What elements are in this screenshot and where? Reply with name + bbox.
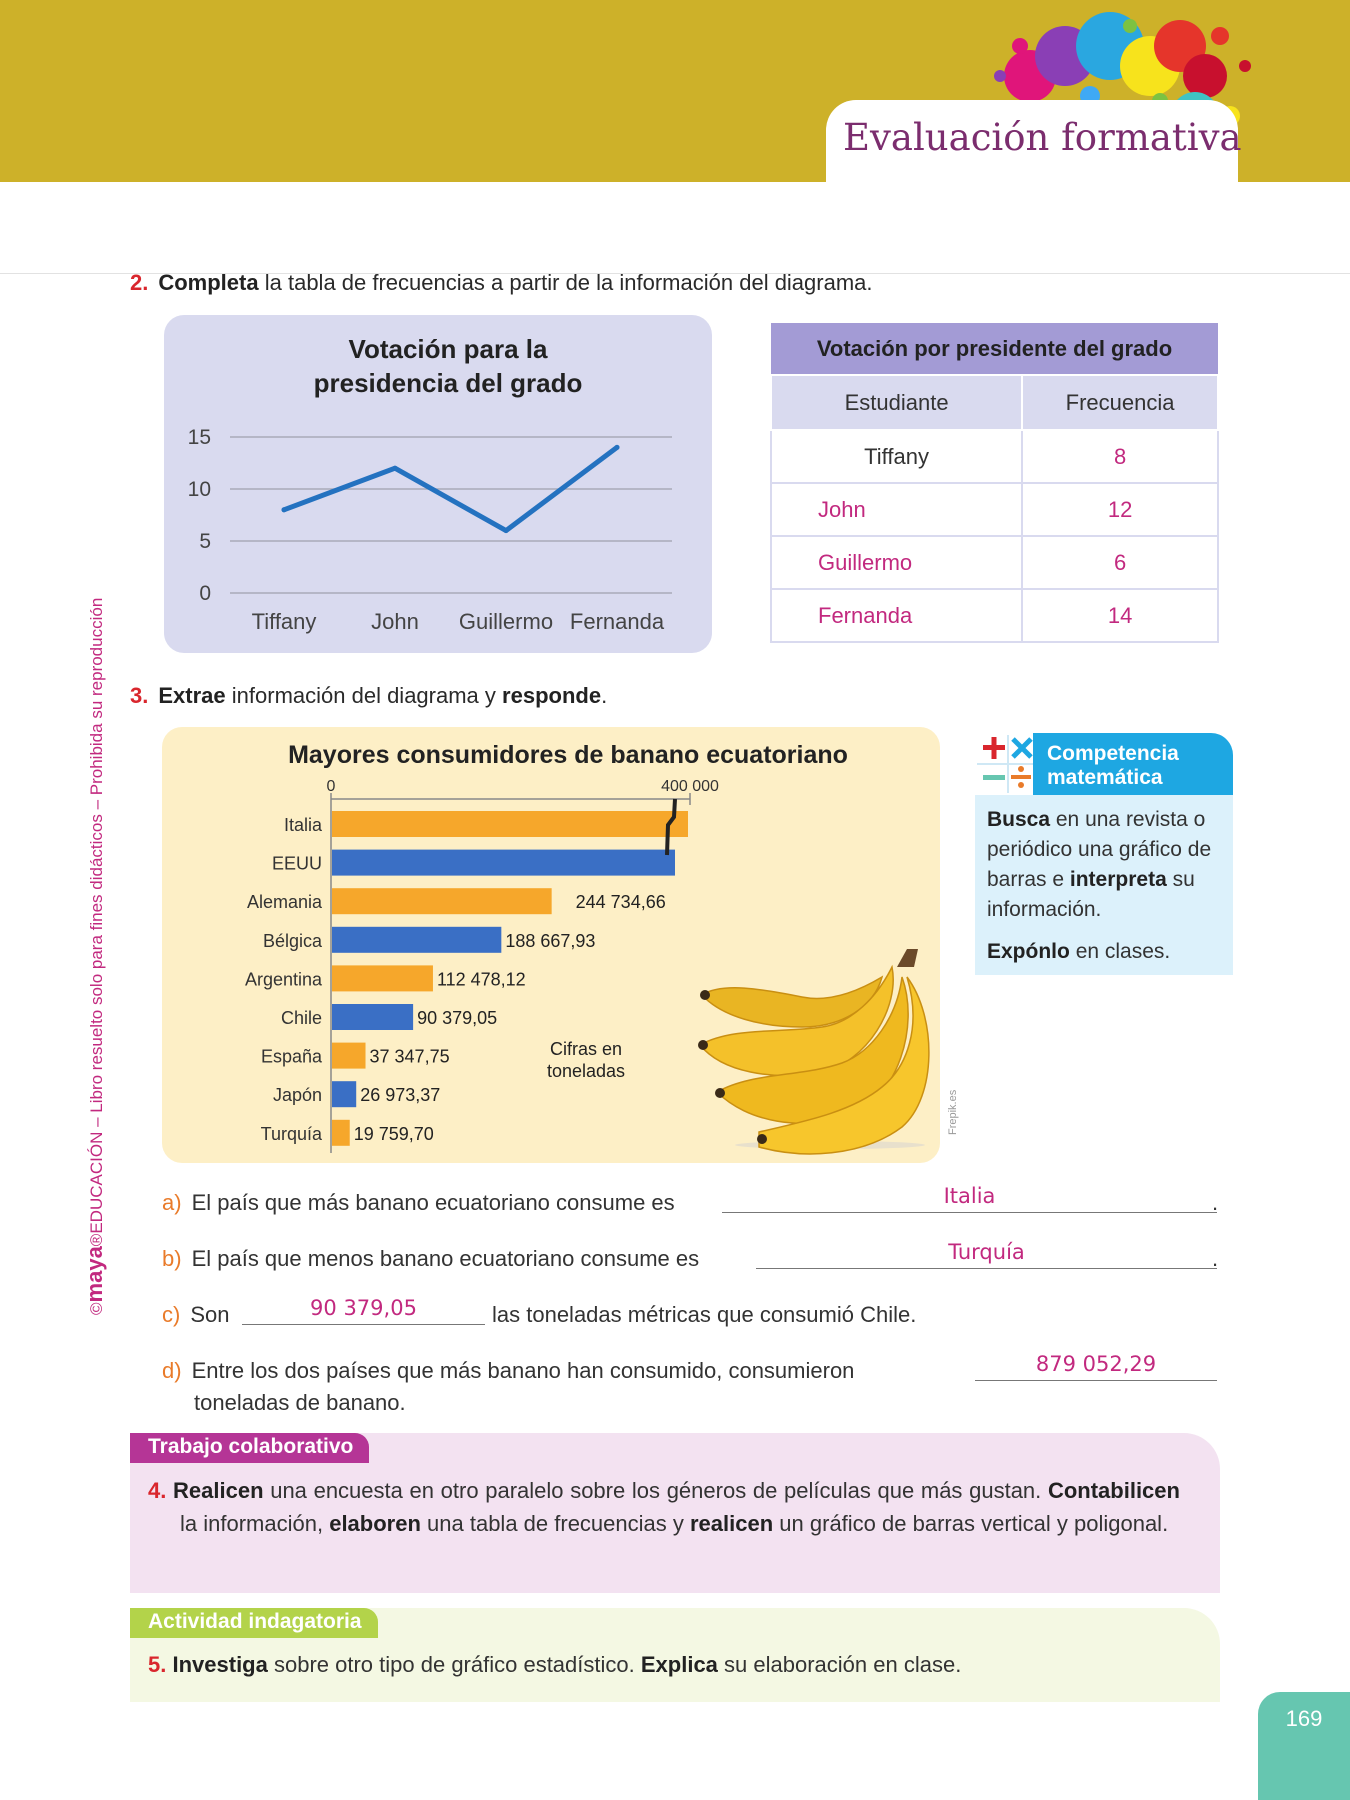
answer-a-period: . [1212,1190,1219,1215]
page-title: Evaluación formativa [843,116,1242,159]
question-text: una tabla de frecuencias y [427,1511,684,1536]
competencia-text: en clases. [1075,940,1171,963]
data-point [282,507,287,512]
data-point [615,445,620,450]
actividad-indagatoria-tag: Actividad indagatoria [130,1608,378,1638]
table-row [771,430,1218,483]
answer-b [162,1246,699,1272]
student-answer-cell[interactable]: Guillermo [771,536,1022,589]
value-label: 188 667,93 [505,930,596,951]
x-tick-label: John [371,609,419,634]
bar [332,1043,366,1069]
brand-logo: maya [82,1246,107,1303]
question-text: un gráfico de barras vertical y poligonal. [779,1511,1169,1536]
category-label: España [260,1046,322,1067]
bar [332,888,552,914]
page-number: 169 [1258,1692,1350,1800]
bar-chart-card [162,727,959,1163]
competencia-title [1033,733,1233,795]
y-tick-label: 5 [199,530,211,553]
question-text: la tabla de frecuencias a partir de la información del diagrama. [264,270,873,295]
value-label: 26 973,37 [360,1085,441,1106]
competencia-verb: Expónlo [987,940,1070,963]
answer-letter: a) [162,1190,182,1215]
bar [332,965,433,991]
question-verb: Contabilicen [1047,1478,1180,1503]
question-verb: realicen [690,1511,774,1536]
question-number: 4. [148,1478,167,1503]
question-verb: Investiga [172,1652,268,1677]
competencia-text: su información. [987,868,1195,921]
answer-c [162,1302,229,1328]
data-point [393,466,398,471]
question-5 [148,1648,1188,1681]
x-axis-label: 400 000 [661,778,719,795]
copyright-sidebar [82,598,108,1315]
frequency-answer-cell[interactable]: 8 [1022,430,1218,483]
competencia-paragraph [987,805,1221,925]
x-axis-label: 0 [326,778,336,795]
bar [332,850,675,876]
table-caption: Votación por presidente del grado [771,323,1218,375]
chart-note: Cifras en [549,1039,623,1059]
table-row [771,483,1218,536]
copyright-legend: EDUCACIÓN – Libro resuelto solo para fines didácticos – Prohibida su reproducción [87,597,106,1234]
answer-b-period: . [1212,1246,1219,1271]
bar [332,811,688,837]
value-label: 112 478,12 [436,969,526,990]
banana-tip [715,1088,725,1098]
bar [332,1004,413,1030]
frequency-answer-cell[interactable]: 6 [1022,536,1218,589]
question-verb: Completa [158,270,259,295]
x-tick-label: Guillermo [458,609,554,634]
image-credit: Frepik.es [947,1089,959,1135]
answer-prompt: El país que menos banano ecuatoriano consume es [191,1246,700,1271]
answer-d [162,1358,854,1384]
competencia-title-line2: matemática [1047,766,1163,789]
banana-tip [700,990,710,1000]
table-row [771,536,1218,589]
competencia-box [975,733,1233,975]
value-label: 19 759,70 [353,1123,434,1144]
answer-prompt: Entre los dos países que más banano han consumido, consumieron [191,1358,855,1383]
copyright-symbol: © [87,1302,106,1315]
y-tick-label: 0 [199,582,211,605]
question-verb: Realicen [173,1478,264,1503]
value-label: 244 734,66 [575,892,666,913]
student-answer-cell[interactable]: John [771,483,1022,536]
chart-note: toneladas [546,1061,626,1081]
bar [332,927,501,953]
chart-title: presidencia del grado [313,368,583,398]
answer-a-blank[interactable]: Italia [722,1185,1217,1213]
question-number: 5. [148,1652,167,1677]
answer-c-blank[interactable]: 90 379,05 [242,1297,485,1325]
category-label: EEUU [271,853,322,874]
category-label: Italia [283,815,322,835]
chart-title: Mayores consumidores de banano ecuatoriano [288,741,848,769]
answer-d-line2: toneladas de banano. [194,1390,406,1415]
question-text: su elaboración en clase. [724,1652,962,1677]
answer-c-suffix: las toneladas métricas que consumió Chile. [492,1302,917,1327]
line-chart [164,315,712,653]
data-point [504,528,509,533]
bar [332,1120,350,1146]
answer-letter: b) [162,1246,182,1271]
question-number: 3. [130,683,149,708]
answer-prompt: Son [190,1302,230,1327]
frequency-table [770,323,1219,643]
banana-stem [897,949,918,967]
banana-tip [698,1040,708,1050]
answer-letter: d) [162,1358,182,1383]
answer-letter: c) [162,1302,181,1327]
competencia-text: en una revista o periódico una gráfico de barras e [987,808,1212,891]
trabajo-colaborativo-tag: Trabajo colaborativo [130,1433,369,1463]
value-label: 37 347,75 [369,1046,450,1067]
question-verb: responde [502,683,602,708]
column-header-student: Estudiante [771,375,1022,430]
student-cell: Tiffany [771,430,1022,483]
question-text: información del diagrama y [231,683,496,708]
x-tick-label: Fernanda [569,609,665,634]
bar [332,1081,356,1107]
math-operators-icon [975,733,1041,795]
bar-chart [162,727,959,1163]
question-text: la información, [180,1511,324,1536]
y-tick-label: 10 [187,478,211,501]
category-label: Alemania [246,892,322,913]
answer-b-blank[interactable]: Turquía [756,1241,1217,1269]
competencia-paragraph [987,937,1221,967]
question-2 [130,270,873,296]
category-label: Japón [272,1085,322,1106]
banana-bunch-illustration [698,949,929,1154]
question-number: 2. [130,270,149,295]
category-label: Chile [280,1008,322,1028]
question-verb: elaboren [329,1511,421,1536]
line-chart-card [164,315,712,653]
category-label: Turquía [260,1123,322,1144]
registered-mark: ® [87,1233,106,1247]
question-verb: Extrae [158,683,226,708]
competencia-title-line1: Competencia [1047,742,1179,765]
question-text: sobre otro tipo de gráfico estadístico. [273,1652,635,1677]
competencia-body [975,795,1233,975]
question-text: una encuesta en otro paralelo sobre los géneros de películas que más gustan. [270,1478,1042,1503]
answer-prompt: El país que más banano ecuatoriano consume es [191,1190,675,1215]
question-3 [130,683,607,709]
competencia-verb: interpreta [1069,868,1167,891]
y-tick-label: 15 [187,426,211,449]
table-row [771,589,1218,642]
value-label: 90 379,05 [417,1008,498,1028]
question-period: . [601,683,608,708]
answer-a [162,1190,675,1216]
competencia-verb: Busca [987,808,1051,831]
answer-d-blank[interactable]: 879 052,29 [975,1353,1217,1381]
category-label: Bélgica [262,930,322,951]
student-answer-cell[interactable]: Fernanda [771,589,1022,642]
chart-title: Votación para la [348,334,548,364]
question-4 [148,1474,1180,1540]
frequency-answer-cell[interactable]: 14 [1022,589,1218,642]
x-tick-label: Tiffany [251,609,317,634]
category-label: Argentina [244,969,322,990]
frequency-answer-cell[interactable]: 12 [1022,483,1218,536]
column-header-frequency: Frecuencia [1022,375,1218,430]
banana-tip [757,1134,767,1144]
question-verb: Explica [640,1652,718,1677]
